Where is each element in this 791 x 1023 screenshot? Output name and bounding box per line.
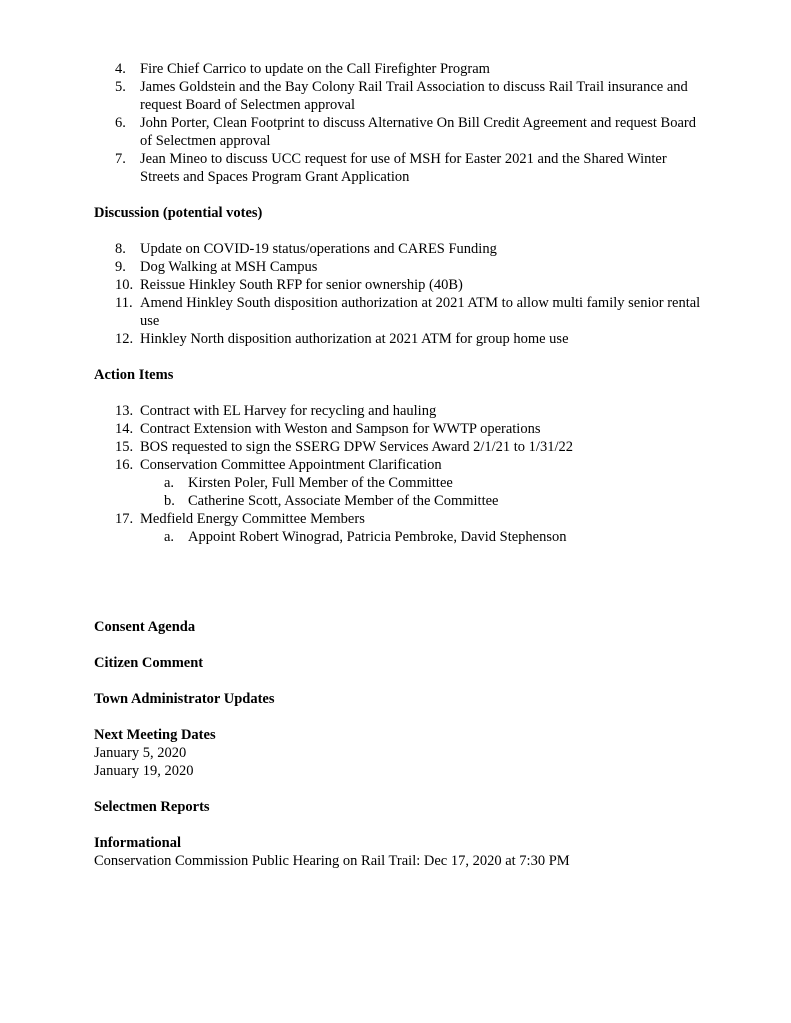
list-item: [115, 114, 706, 150]
item-number: 16.: [115, 457, 134, 473]
consent-agenda-heading: Consent Agenda: [94, 619, 196, 635]
discussion-items-list: [94, 240, 706, 348]
list-item: [115, 510, 706, 528]
item-number: 14.: [115, 421, 134, 437]
item-number: 8.: [115, 241, 126, 257]
item-text: Amend Hinkley South disposition authorization at 2021 ATM to allow multi family senior rental use: [140, 295, 701, 329]
sub-item-letter: b.: [164, 493, 175, 509]
item-text: Fire Chief Carrico to update on the Call Firefighter Program: [140, 61, 490, 77]
item-text: Dog Walking at MSH Campus: [140, 259, 318, 275]
item-text: James Goldstein and the Bay Colony Rail Trail Association to discuss Rail Trail insurance and request Board of Selectmen approval: [140, 79, 688, 113]
item-number: 17.: [115, 511, 134, 527]
opening-items-list: [94, 60, 706, 186]
list-item: [115, 60, 706, 78]
meeting-date: January 19, 2020: [94, 763, 194, 779]
item-text: Hinkley North disposition authorization at 2021 ATM for group home use: [140, 331, 569, 347]
list-item: [115, 294, 706, 330]
item-text: Conservation Committee Appointment Clarification: [140, 457, 442, 473]
item-text: Reissue Hinkley South RFP for senior ownership (40B): [140, 277, 463, 293]
item-text: Contract with EL Harvey for recycling and hauling: [140, 403, 437, 419]
list-item: [115, 150, 706, 186]
informational-note: Conservation Commission Public Hearing on Rail Trail: Dec 17, 2020 at 7:30 PM: [94, 853, 570, 869]
sub-list-item: [164, 474, 706, 492]
item-text: Jean Mineo to discuss UCC request for use of MSH for Easter 2021 and the Shared Winter Streets and Spaces Program Grant Application: [140, 151, 667, 185]
list-item: [115, 78, 706, 114]
list-item: [115, 276, 706, 294]
action-items-section-heading: Action Items: [94, 367, 174, 383]
sub-item-text: Kirsten Poler, Full Member of the Committee: [188, 475, 453, 491]
item-number: 15.: [115, 439, 134, 455]
list-item: [115, 240, 706, 258]
sub-item-text: Catherine Scott, Associate Member of the Committee: [188, 493, 499, 509]
meeting-date: January 5, 2020: [94, 745, 187, 761]
list-item: [115, 258, 706, 276]
list-item: [115, 420, 706, 438]
action-items-list: [94, 402, 706, 546]
item-number: 4.: [115, 61, 126, 77]
sub-list-item: [164, 528, 706, 546]
item-number: 13.: [115, 403, 134, 419]
item-number: 12.: [115, 331, 134, 347]
informational-heading: Informational: [94, 835, 181, 851]
list-item: [115, 438, 706, 456]
item-number: 6.: [115, 115, 126, 131]
sub-item-letter: a.: [164, 529, 175, 545]
item-text: Update on COVID-19 status/operations and CARES Funding: [140, 241, 497, 257]
item-text: Contract Extension with Weston and Sampson for WWTP operations: [140, 421, 541, 437]
discussion-section-heading: Discussion (potential votes): [94, 205, 263, 221]
citizen-comment-heading: Citizen Comment: [94, 655, 204, 671]
item-number: 10.: [115, 277, 134, 293]
item-text: Medfield Energy Committee Members: [140, 511, 365, 527]
selectmen-reports-heading: Selectmen Reports: [94, 799, 210, 815]
sub-list-item: [164, 492, 706, 510]
list-item: [115, 402, 706, 420]
item-number: 11.: [115, 295, 133, 311]
item-text: BOS requested to sign the SSERG DPW Services Award 2/1/21 to 1/31/22: [140, 439, 573, 455]
sub-item-text: Appoint Robert Winograd, Patricia Pembroke, David Stephenson: [188, 529, 567, 545]
list-item: [115, 456, 706, 474]
sub-item-letter: a.: [164, 475, 175, 491]
item-number: 5.: [115, 79, 126, 95]
town-administrator-updates-heading: Town Administrator Updates: [94, 691, 275, 707]
item-number: 7.: [115, 151, 126, 167]
item-text: John Porter, Clean Footprint to discuss Alternative On Bill Credit Agreement and request Board of Selectmen approval: [140, 115, 696, 149]
list-item: [115, 330, 706, 348]
item-number: 9.: [115, 259, 126, 275]
next-meeting-dates-heading: Next Meeting Dates: [94, 727, 216, 743]
